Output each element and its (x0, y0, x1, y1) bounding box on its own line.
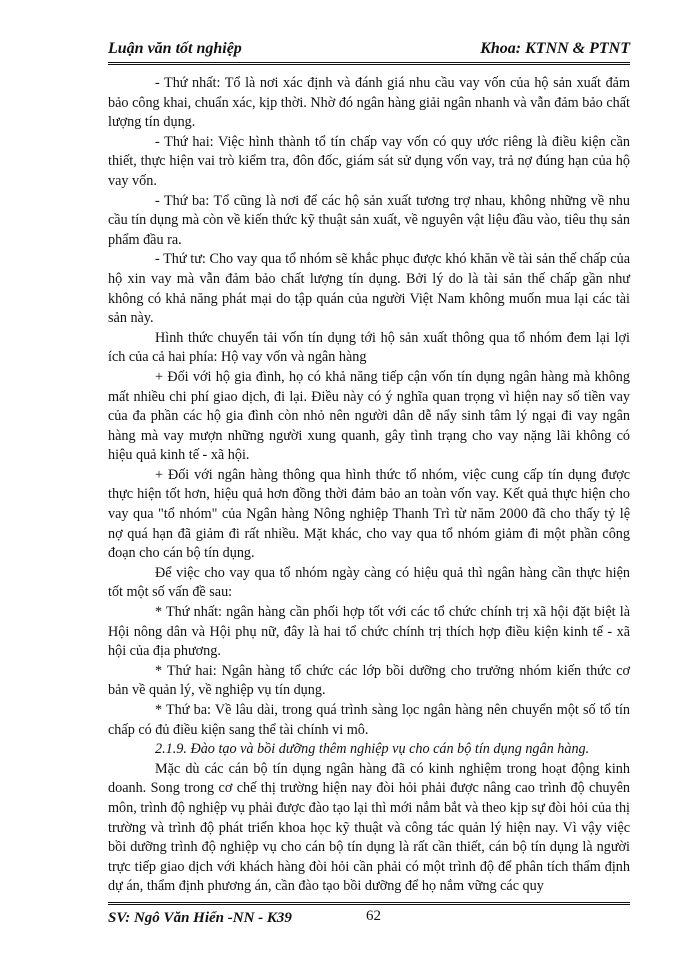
footer-author: SV: Ngô Văn Hiển -NN - K39 (108, 910, 292, 926)
paragraph: * Thứ ba: Về lâu dài, trong quá trình sàng lọc ngân hàng nên chuyển một số tổ tín chấp có đủ điều kiện sang thể tài chính vi mô. (108, 702, 630, 738)
page-number: 62 (366, 908, 381, 924)
paragraph: - Thứ hai: Việc hình thành tổ tín chấp vay vốn có quy ước riêng là điều kiện cần thiết, thực hiện vai trò kiểm tra, đôn đốc, giám sát sử dụng vốn vay, trả nợ đúng hạn của hộ vay vốn. (108, 133, 630, 189)
paragraph: Để việc cho vay qua tổ nhóm ngày càng có hiệu quả thì ngân hàng cần thực hiện tốt một số vấn đề sau: (108, 564, 630, 601)
paragraph: - Thứ tư: Cho vay qua tổ nhóm sẽ khắc phục được khó khăn về tài sản thế chấp của hộ xin vay mà vẫn đảm bảo chất lượng tín dụng. Bởi lý do là tài sản thế chấp gần như không có khả năng phát mại do tập quán của người Việt Nam không muốn mua lại các tài sản này. (108, 251, 630, 327)
paragraph: * Thứ nhất: ngân hàng cần phối hợp tốt với các tổ chức chính trị xã hội đặt biệt là Hội nông dân và Hội phụ nữ, đây là hai tổ chức chính trị thích hợp điều kiện kinh tế - xã hội của địa phương. (108, 604, 630, 660)
paragraph: + Đối với hộ gia đình, họ có khả năng tiếp cận vốn tín dụng ngân hàng mà không mất nhiều chi phí giao dịch, đi lại. Điều này có ý nghĩa quan trọng vì hiện nay số tiền vay của đa phần các hộ gia đình còn nhỏ nên người dân dễ nẩy sinh tâm lý ngại đi vay ngân hàng mà vay mượn những người xung quanh, gây tình trạng cho vay nặng lãi không có hiệu quả kinh tế - xã hội. (108, 368, 630, 464)
header-faculty-label: Khoa: KTNN & PTNT (480, 40, 630, 57)
paragraph: * Thứ hai: Ngân hàng tổ chức các lớp bồi dưỡng cho trưởng nhóm kiến thức cơ bản về quản lý, về nghiệp vụ tín dụng. (108, 662, 630, 699)
paragraph: - Thứ nhất: Tổ là nơi xác định và đánh giá nhu cầu vay vốn của hộ sản xuất đảm bảo công khai, chuẩn xác, kịp thời. Nhờ đó ngân hàng giải ngân nhanh và vẫn đảm bảo chất lượng tín dụng. (108, 75, 630, 131)
header-thesis-label: Luận văn tốt nghiệp (108, 40, 242, 57)
paragraph: - Thứ ba: Tổ cũng là nơi để các hộ sản xuất tương trợ nhau, không những về nhu cầu tín dụng mà còn về kiến thức kỹ thuật sản xuất, về nguyên vật liệu đầu vào, tiêu thụ sản phẩm đầu ra. (108, 192, 630, 248)
page-body (108, 74, 630, 897)
section-heading: 2.1.9. Đào tạo và bồi dưỡng thêm nghiệp vụ cho cán bộ tín dụng ngân hàng. (155, 741, 590, 758)
paragraph: Hình thức chuyển tải vốn tín dụng tới hộ sản xuất thông qua tổ nhóm đem lại lợi ích của cả hai phía: Hộ vay vốn và ngân hàng (108, 329, 630, 366)
page-header (108, 38, 630, 65)
paragraph: Mặc dù các cán bộ tín dụng ngân hàng đã có kinh nghiệm trong hoạt động kinh doanh. Song trong cơ chế thị trường hiện nay đòi hỏi phải được nâng cao trình độ chuyên môn, trình độ nghiệp vụ phải được đào tạo lại thì mới nắm bắt và theo kịp sự đòi hỏi của thị trường và trình độ phát triển khoa học kỹ thuật và công tác quản lý hiện nay. Vì vậy việc bồi dưỡng trình độ nghiệp vụ cho cán bộ tín dụng là rất cần thiết, cán bộ tín dụng là người trực tiếp giao dịch với khách hàng đòi hỏi cần phải có một trình độ để phân tích thẩm định dự án, thẩm định phương án, cần đào tạo bồi dưỡng để họ nắm vững các quy (108, 760, 630, 895)
paragraph: + Đối với ngân hàng thông qua hình thức tổ nhóm, việc cung cấp tín dụng được thực hiện tốt hơn, hiệu quả hơn đồng thời đảm bảo an toàn vốn vay. Kết quả thực hiện cho vay qua "tổ nhóm" của Ngân hàng Nông nghiệp Thanh Trì từ năm 2000 đã cho thấy tỷ lệ nợ quá hạn đã giảm đi rất nhiều. Mặt khác, cho vay qua tổ nhóm giảm đi một phần công đoạn cho cán bộ tín dụng. (108, 466, 630, 562)
page-footer (108, 902, 630, 926)
